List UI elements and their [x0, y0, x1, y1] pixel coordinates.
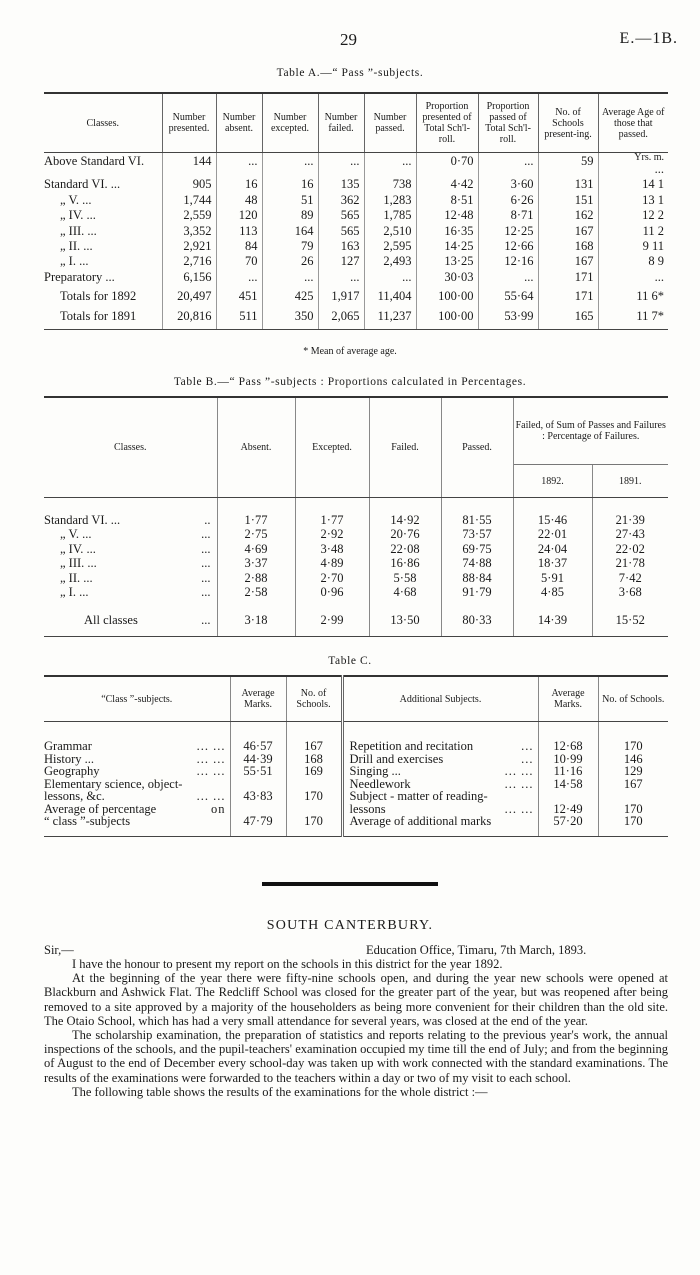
class-subject [44, 790, 230, 803]
subject-name: Average of percentage [44, 801, 157, 816]
school-count: 167 [598, 778, 668, 791]
table-cell: 12·25 [478, 223, 538, 238]
row-label-text: „ V. ... [60, 527, 92, 542]
table-cell: 14·25 [416, 238, 478, 253]
table-cell: ... [318, 153, 364, 177]
row-label-dots: .. [204, 513, 211, 527]
table-cell: ... [216, 153, 262, 177]
additional-subject [342, 722, 538, 753]
report-paragraph: The scholarship examination, the preparation of statistics and reports relating to the previous year's work, the annual inspections of the schools, and the pupil-teachers' examination occupied my time till the end of July; and from the beginning of August to the end of December every school-day was taken up with work connected with the standard examinations. The results of the examinations were forwarded to the teachers within a day or two of my visit to each school. [44, 1028, 668, 1085]
table-cell: 26 [262, 253, 318, 268]
table-row [44, 253, 668, 268]
table-cell: 11,404 [364, 284, 416, 303]
additional-subject [342, 765, 538, 778]
table-cell: 24·04 [513, 542, 592, 556]
table-cell: 6·26 [478, 192, 538, 207]
table-cell: 2·70 [295, 571, 369, 585]
table-row [44, 571, 668, 585]
table-c [44, 675, 668, 837]
table-cell: 55·64 [478, 284, 538, 303]
table-a-column-header: Proportion presented of Total Sch'l-roll. [416, 93, 478, 153]
table-b-column-header: Failed. [369, 397, 441, 498]
table-cell: 4·69 [217, 542, 295, 556]
table-cell: 21·78 [592, 556, 668, 570]
table-cell: 22·08 [369, 542, 441, 556]
table-row [44, 269, 668, 284]
table-row [44, 556, 668, 570]
subject-leader: ... ... [504, 801, 534, 816]
subject-leader: ... ... [196, 739, 226, 753]
subject-name: Singing ... [349, 764, 401, 778]
table-cell: 3·37 [217, 556, 295, 570]
subject-leader: ... ... [196, 751, 226, 766]
table-cell: 127 [318, 253, 364, 268]
table-cell: 165 [538, 304, 598, 330]
table-cell: 2,716 [162, 253, 216, 268]
row-label-dots: ... [201, 527, 211, 542]
school-count: 146 [598, 753, 668, 766]
table-cell: 5·58 [369, 571, 441, 585]
row-label-dots: ... [201, 556, 211, 571]
table-cell: ... [598, 269, 668, 284]
row-label [44, 542, 217, 556]
table-cell: 350 [262, 304, 318, 330]
row-label-text: „ IV. ... [60, 541, 96, 556]
average-marks: 55·51 [230, 765, 286, 778]
table-a-footnote: * Mean of average age. [303, 346, 397, 357]
table-cell: 3·68 [592, 585, 668, 605]
table-cell: 22·01 [513, 527, 592, 541]
table-b-body [44, 498, 668, 606]
subject-leader: on [211, 801, 226, 816]
table-cell: 167 [538, 223, 598, 238]
table-cell: 80·33 [441, 605, 513, 636]
section-heading: SOUTH CANTERBURY. [266, 918, 434, 933]
average-marks: 12·49 [538, 803, 598, 816]
table-cell: 13·50 [369, 605, 441, 636]
table-a-column-header: Number presented. [162, 93, 216, 153]
additional-subject [342, 790, 538, 803]
table-a-header [44, 93, 668, 153]
row-label [44, 585, 217, 605]
table-row [44, 542, 668, 556]
table-a-caption: Table A.—“ Pass ”-subjects. [276, 67, 424, 79]
table-cell: 144 [162, 153, 216, 177]
school-count: 170 [286, 790, 342, 803]
table-cell: 2·99 [295, 605, 369, 636]
table-cell: 100·00 [416, 284, 478, 303]
table-a-column-header: Number excepted. [262, 93, 318, 153]
subject-leader: ... ... [504, 776, 534, 791]
table-cell: 2,595 [364, 238, 416, 253]
table-b [44, 396, 668, 637]
subject-leader [488, 790, 538, 803]
school-count: 170 [598, 803, 668, 816]
table-cell: 91·79 [441, 585, 513, 605]
table-cell: 2·92 [295, 527, 369, 541]
school-count: 170 [598, 722, 668, 753]
table-b-all-classes [44, 605, 668, 636]
table-cell: 164 [262, 223, 318, 238]
table-cell: 8 9 [598, 253, 668, 268]
table-cell: 100·00 [416, 304, 478, 330]
table-c-header [44, 676, 668, 722]
table-b-column-header: Passed. [441, 397, 513, 498]
additional-subject [342, 815, 538, 836]
table-row [44, 815, 668, 836]
table-cell: 79 [262, 238, 318, 253]
table-row [44, 498, 668, 528]
table-cell: 7·42 [592, 571, 668, 585]
table-cell: 167 [538, 253, 598, 268]
table-row [44, 153, 668, 177]
row-label: Standard VI. ... [44, 177, 121, 192]
table-cell: 565 [318, 223, 364, 238]
table-cell: 905 [162, 176, 216, 191]
school-count: 170 [286, 815, 342, 836]
table-cell: 51 [262, 192, 318, 207]
table-a-column-header: No. of Schools present-ing. [538, 93, 598, 153]
table-cell: ... [364, 269, 416, 284]
table-cell: 9 11 [598, 238, 668, 253]
table-cell: 131 [538, 176, 598, 191]
table-cell: 171 [538, 269, 598, 284]
table-cell: ... [364, 153, 416, 177]
table-cell: ... [654, 162, 664, 176]
table-cell: 48 [216, 192, 262, 207]
table-cell: 14·92 [369, 498, 441, 528]
table-cell: 16 [216, 176, 262, 191]
table-b-header [44, 397, 668, 498]
table-cell: 2·88 [217, 571, 295, 585]
table-c-column-header: Average Marks. [230, 676, 286, 722]
table-a-column-header: Number failed. [318, 93, 364, 153]
table-cell: 22·02 [592, 542, 668, 556]
average-marks: 43·83 [230, 790, 286, 803]
table-cell: 565 [318, 207, 364, 222]
school-count: 169 [286, 765, 342, 778]
table-cell: 8·71 [478, 207, 538, 222]
table-cell: 8·51 [416, 192, 478, 207]
row-label [44, 556, 217, 570]
school-count: 170 [598, 815, 668, 836]
page-header [0, 30, 700, 52]
table-b-column-header: Excepted. [295, 397, 369, 498]
row-label: „ I. ... [60, 254, 89, 269]
table-cell: 451 [216, 284, 262, 303]
table-c-column-header: Additional Subjects. [342, 676, 538, 722]
table-cell: 16 [262, 176, 318, 191]
table-cell: 2,559 [162, 207, 216, 222]
table-cell: 74·88 [441, 556, 513, 570]
subject-leader: ... ... [196, 764, 226, 778]
subject-name: Repetition and recitation [349, 739, 474, 753]
table-cell: 89 [262, 207, 318, 222]
table-cell: 2,921 [162, 238, 216, 253]
class-subject [44, 765, 230, 778]
table-a-column-header: Proportion passed of Total Sch'l-roll. [478, 93, 538, 153]
table-cell: 3·60 [478, 176, 538, 191]
row-label-dots: ... [201, 570, 211, 585]
subject-leader: ... [521, 739, 534, 753]
table-row [44, 722, 668, 753]
table-cell: 14 1 [598, 176, 668, 191]
table-cell: 16·35 [416, 223, 478, 238]
table-cell: 11,237 [364, 304, 416, 330]
table-cell: 1,283 [364, 192, 416, 207]
table-cell: ... [216, 269, 262, 284]
table-row [44, 765, 668, 778]
table-b-column-header: Failed, of Sum of Passes and Failures : Percentage of Failures. [513, 397, 668, 465]
row-label [44, 498, 217, 527]
table-cell: 4·85 [513, 585, 592, 605]
average-marks [538, 790, 598, 803]
table-cell: 168 [538, 238, 598, 253]
table-cell: 2,510 [364, 223, 416, 238]
table-cell: 59 [538, 153, 598, 177]
subject-name: Subject - matter of reading- [349, 789, 488, 803]
row-label: „ III. ... [60, 223, 97, 238]
table-cell: 3,352 [162, 223, 216, 238]
table-cell: 0·96 [295, 585, 369, 605]
subject-leader: ... [521, 751, 534, 766]
table-cell: 2,493 [364, 253, 416, 268]
class-subject [44, 815, 230, 836]
table-cell: 12·66 [478, 238, 538, 253]
subject-name: Geography [44, 764, 100, 778]
class-subject [44, 722, 230, 753]
table-cell: 3·18 [217, 605, 295, 636]
table-cell: 73·57 [441, 527, 513, 541]
totals-row [44, 304, 668, 330]
table-b-column-header: Classes. [44, 397, 217, 498]
table-cell: ... [318, 269, 364, 284]
table-cell: 113 [216, 223, 262, 238]
table-cell: 5·91 [513, 571, 592, 585]
row-label: Totals for 1891 [44, 304, 162, 330]
table-cell: 16·86 [369, 556, 441, 570]
table-cell: 12·48 [416, 207, 478, 222]
subject-name: Drill and exercises [349, 751, 444, 766]
section-divider [262, 882, 438, 886]
table-b-caption: Table B.—“ Pass ”-subjects : Proportions calculated in Percentages. [173, 376, 527, 388]
table-a-column-header: Average Age of those that passed. [598, 93, 668, 153]
table-row [44, 207, 668, 222]
table-cell: 511 [216, 304, 262, 330]
table-cell: 70 [216, 253, 262, 268]
school-count: 129 [598, 765, 668, 778]
report-paragraph: The following table shows the results of the examinations for the whole district :— [72, 1084, 488, 1099]
row-label [44, 571, 217, 585]
table-cell: 88·84 [441, 571, 513, 585]
all-classes-row [44, 605, 668, 636]
row-label: „ IV. ... [60, 208, 96, 223]
table-b-year-header: 1892. [513, 465, 592, 498]
table-cell: 738 [364, 176, 416, 191]
totals-row [44, 284, 668, 303]
table-cell: 18·37 [513, 556, 592, 570]
table-cell: ... [478, 269, 538, 284]
table-cell: ... [262, 269, 318, 284]
salutation: Sir,— [44, 943, 74, 957]
table-a-column-header: Classes. [44, 93, 162, 153]
row-label [44, 605, 217, 636]
table-cell: 11 7* [598, 304, 668, 330]
table-a-column-header: Number passed. [364, 93, 416, 153]
table-cell: 20·76 [369, 527, 441, 541]
table-cell: 1·77 [295, 498, 369, 528]
row-label: „ II. ... [60, 239, 93, 254]
subject-name: Elementary science, object- [44, 776, 183, 791]
report-paragraph: I have the honour to present my report on the schools in this district for the year 1892. [72, 957, 503, 971]
table-cell: 30·03 [416, 269, 478, 284]
table-row [44, 527, 668, 541]
table-a-column-header: Number absent. [216, 93, 262, 153]
table-cell: 1,744 [162, 192, 216, 207]
table-cell: 84 [216, 238, 262, 253]
age-units: Yrs. m. [634, 152, 664, 163]
table-cell: 11 2 [598, 223, 668, 238]
school-count: 167 [286, 722, 342, 753]
table-cell: 14·39 [513, 605, 592, 636]
row-label: Above Standard VI. [44, 154, 145, 168]
report-paragraph: At the beginning of the year there were fifty-nine schools open, and during the year new schools were opened at Blackburn and Ashwick Flat. The Redcliff School was closed for the greater part of the year, but was reopened after being removed to a site approved by a majority of the householders as being more convenient for their children than the old site. The Otaio School, which has had a very small attendance for several years, was closed at the end of the year. [44, 971, 668, 1028]
table-cell: 1,785 [364, 207, 416, 222]
average-marks: 57·20 [538, 815, 598, 836]
table-cell: 4·68 [369, 585, 441, 605]
row-label: Preparatory ... [44, 269, 115, 284]
table-cell: 15·52 [592, 605, 668, 636]
page-number: 29 [340, 30, 357, 49]
table-a-body [44, 153, 668, 285]
subject-name: History ... [44, 751, 94, 766]
table-cell: 13 1 [598, 192, 668, 207]
table-a-totals [44, 284, 668, 329]
table-cell [598, 153, 668, 177]
table-row [44, 223, 668, 238]
average-marks: 12·68 [538, 722, 598, 753]
row-label-text: All classes [84, 613, 138, 628]
row-label-text: „ II. ... [60, 570, 93, 585]
table-cell: 135 [318, 176, 364, 191]
table-cell: 163 [318, 238, 364, 253]
table-c-column-header: No. of Schools. [286, 676, 342, 722]
average-marks: 44·39 [230, 753, 286, 766]
table-cell: 1·77 [217, 498, 295, 528]
subject-name: “ class ”-subjects [44, 814, 131, 828]
subject-name: lessons, &c. [44, 789, 105, 803]
row-label-text: Standard VI. ... [44, 513, 121, 527]
table-cell: 0·70 [416, 153, 478, 177]
table-cell: 21·39 [592, 498, 668, 528]
table-cell: 6,156 [162, 269, 216, 284]
table-cell: 362 [318, 192, 364, 207]
table-cell: 20,816 [162, 304, 216, 330]
average-marks: 11·16 [538, 765, 598, 778]
table-b-column-header: Absent. [217, 397, 295, 498]
table-c-caption: Table C. [328, 655, 372, 667]
table-b-year-header: 1891. [592, 465, 668, 498]
subject-name: Grammar [44, 739, 92, 753]
row-label: „ V. ... [60, 192, 92, 207]
table-cell: 151 [538, 192, 598, 207]
subject-leader [130, 815, 229, 828]
table-cell: 425 [262, 284, 318, 303]
row-label [44, 527, 217, 541]
row-label-text: „ III. ... [60, 556, 97, 571]
table-cell: ... [262, 153, 318, 177]
table-row [44, 585, 668, 605]
date-line: Education Office, Timaru, 7th March, 1893. [366, 943, 587, 957]
table-c-column-header: “Class ”-subjects. [44, 676, 230, 722]
table-cell: 2·75 [217, 527, 295, 541]
table-cell: 81·55 [441, 498, 513, 528]
school-count [598, 790, 668, 803]
table-row [44, 176, 668, 191]
table-cell: 4·42 [416, 176, 478, 191]
subject-leader [491, 815, 537, 828]
table-c-column-header: Average Marks. [538, 676, 598, 722]
table-cell: 4·89 [295, 556, 369, 570]
average-marks: 14·58 [538, 778, 598, 791]
table-cell: 120 [216, 207, 262, 222]
average-marks: 47·79 [230, 815, 286, 836]
table-row [44, 238, 668, 253]
table-cell: 12 2 [598, 207, 668, 222]
school-count: 168 [286, 753, 342, 766]
table-cell: 12·16 [478, 253, 538, 268]
subject-leader: ... ... [196, 789, 226, 803]
average-marks: 46·57 [230, 722, 286, 753]
table-cell: 20,497 [162, 284, 216, 303]
table-cell: 171 [538, 284, 598, 303]
table-a [44, 92, 668, 330]
table-cell: 15·46 [513, 498, 592, 528]
subject-name: Needlework [349, 776, 411, 791]
table-cell: 2·58 [217, 585, 295, 605]
table-row [44, 192, 668, 207]
average-marks: 10·99 [538, 753, 598, 766]
report-body [44, 957, 668, 1099]
table-cell: 3·48 [295, 542, 369, 556]
row-label-dots: ... [201, 541, 211, 556]
subject-name: Average of additional marks [349, 814, 492, 828]
row-label-text: „ I. ... [60, 585, 89, 600]
subject-name: lessons [349, 801, 386, 816]
series-code: E.—1B. [619, 30, 678, 47]
table-c-body [44, 722, 668, 837]
table-cell: 162 [538, 207, 598, 222]
table-cell: ... [478, 153, 538, 177]
table-row [44, 790, 668, 803]
subject-leader: ... ... [504, 764, 534, 778]
row-label: Totals for 1892 [60, 289, 137, 304]
table-cell: 27·43 [592, 527, 668, 541]
row-label-dots: ... [201, 585, 211, 600]
row-label-dots: ... [201, 613, 211, 628]
table-cell: 1,917 [318, 284, 364, 303]
table-c-column-header: No. of Schools. [598, 676, 668, 722]
table-cell: 11 6* [598, 284, 668, 303]
table-cell: 13·25 [416, 253, 478, 268]
table-cell: 2,065 [318, 304, 364, 330]
table-cell: 69·75 [441, 542, 513, 556]
table-cell: 53·99 [478, 304, 538, 330]
